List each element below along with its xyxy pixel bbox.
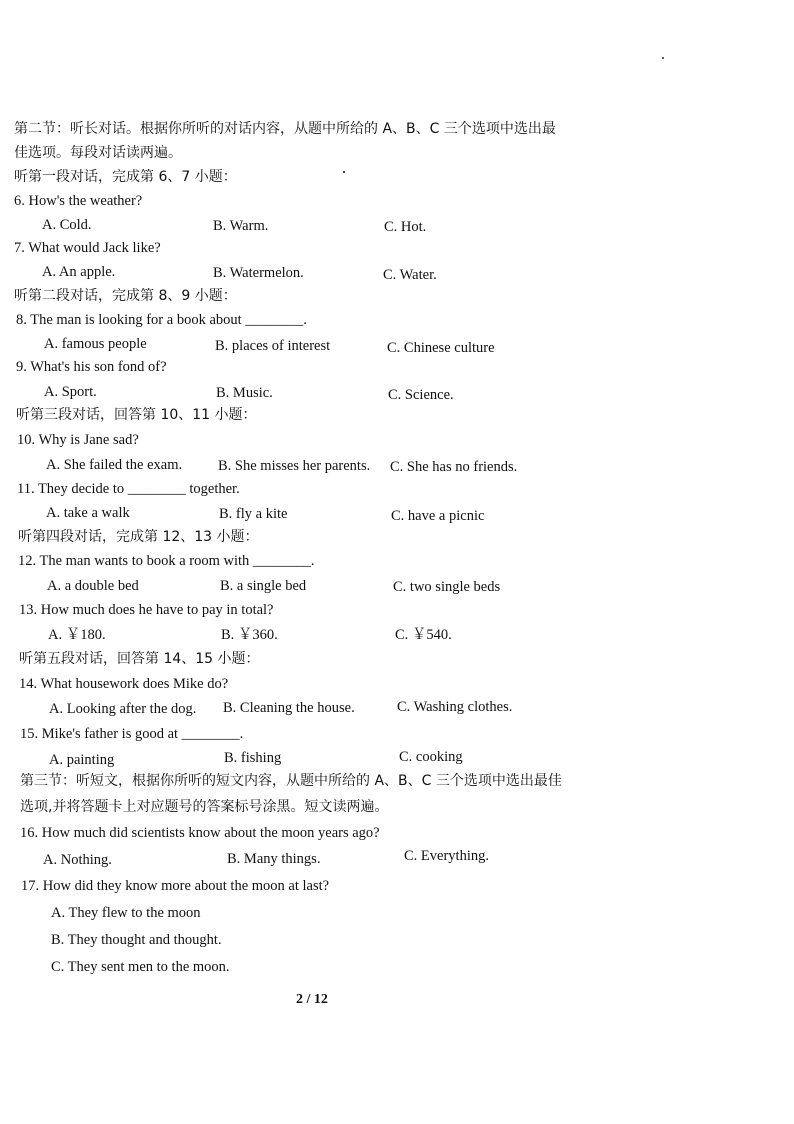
question-11-option-a: A. take a walk <box>46 505 130 521</box>
scan-speck <box>343 171 345 173</box>
question-10-option-b: B. She misses her parents. <box>218 458 371 474</box>
question-7: 7. What would Jack like? <box>14 240 161 256</box>
question-12: 12. The man wants to book a room with ________. <box>18 553 315 569</box>
question-12-option-a: A. a double bed <box>47 578 139 594</box>
dialogue-heading-4: 听第四段对话，完成第 12、13 小题： <box>18 529 259 545</box>
question-11-option-c: C. have a picnic <box>391 508 485 524</box>
question-13-option-a: A. ￥180. <box>48 627 106 643</box>
question-6-option-c: C. Hot. <box>384 219 427 235</box>
question-13: 13. How much does he have to pay in total? <box>19 602 274 618</box>
question-16-option-a: A. Nothing. <box>43 852 112 868</box>
question-8-option-b: B. places of interest <box>215 338 331 354</box>
question-14-option-c: C. Washing clothes. <box>397 699 513 715</box>
question-13-option-c: C. ￥540. <box>395 627 452 643</box>
question-16-option-c: C. Everything. <box>404 848 489 864</box>
question-10-option-c: C. She has no friends. <box>390 459 518 475</box>
question-17-option-b: B. They thought and thought. <box>51 932 222 948</box>
question-17-option-c: C. They sent men to the moon. <box>51 959 230 975</box>
question-8: 8. The man is looking for a book about ________. <box>16 312 307 328</box>
question-14-option-b: B. Cleaning the house. <box>223 700 355 716</box>
question-8-option-a: A. famous people <box>44 336 147 352</box>
question-16-option-b: B. Many things. <box>227 851 321 867</box>
question-15-option-c: C. cooking <box>399 749 463 765</box>
section3-instruction-line2: 选项,并将答题卡上对应题号的答案标号涂黑。短文读两遍。 <box>20 799 389 815</box>
question-10: 10. Why is Jane sad? <box>17 432 139 448</box>
question-15: 15. Mike's father is good at ________. <box>20 726 244 742</box>
question-9: 9. What's his son fond of? <box>16 359 167 375</box>
section2-instruction-line1: 第二节：听长对话。根据你所听的对话内容，从题中所给的 A、B、C 三个选项中选出最 <box>14 121 556 137</box>
question-11: 11. They decide to ________ together. <box>17 481 240 497</box>
question-17-option-a: A. They flew to the moon <box>51 905 201 921</box>
question-12-option-c: C. two single beds <box>393 579 501 595</box>
question-14-option-a: A. Looking after the dog. <box>49 701 197 717</box>
question-6-option-b: B. Warm. <box>213 218 269 234</box>
scan-speck <box>662 57 664 59</box>
dialogue-heading-3: 听第三段对话，回答第 10、11 小题： <box>16 407 257 423</box>
question-9-option-b: B. Music. <box>216 385 273 401</box>
question-15-option-a: A. painting <box>49 752 115 768</box>
question-16: 16. How much did scientists know about the moon years ago? <box>20 825 380 841</box>
page-number: 2 / 12 <box>296 992 328 1007</box>
dialogue-heading-2: 听第二段对话，完成第 8、9 小题： <box>14 288 237 304</box>
question-9-option-a: A. Sport. <box>44 384 97 400</box>
question-17: 17. How did they know more about the moon at last? <box>21 878 330 894</box>
question-6: 6. How's the weather? <box>14 193 143 209</box>
question-7-option-a: A. An apple. <box>42 264 116 280</box>
dialogue-heading-1: 听第一段对话，完成第 6、7 小题： <box>14 169 237 185</box>
section3-instruction-line1: 第三节：听短文，根据你所听的短文内容，从题中所给的 A、B、C 三个选项中选出最佳 <box>20 773 562 789</box>
question-9-option-c: C. Science. <box>388 387 454 403</box>
dialogue-heading-5: 听第五段对话，回答第 14、15 小题： <box>19 651 260 667</box>
question-10-option-a: A. She failed the exam. <box>46 457 183 473</box>
question-12-option-b: B. a single bed <box>220 578 307 594</box>
question-13-option-b: B. ￥360. <box>221 627 278 643</box>
question-7-option-b: B. Watermelon. <box>213 265 304 281</box>
question-15-option-b: B. fishing <box>224 750 282 766</box>
question-6-option-a: A. Cold. <box>42 217 92 233</box>
question-14: 14. What housework does Mike do? <box>19 676 229 692</box>
question-11-option-b: B. fly a kite <box>219 506 288 522</box>
section2-instruction-line2: 佳选项。每段对话读两遍。 <box>14 145 182 161</box>
question-7-option-c: C. Water. <box>383 267 437 283</box>
question-8-option-c: C. Chinese culture <box>387 340 495 356</box>
